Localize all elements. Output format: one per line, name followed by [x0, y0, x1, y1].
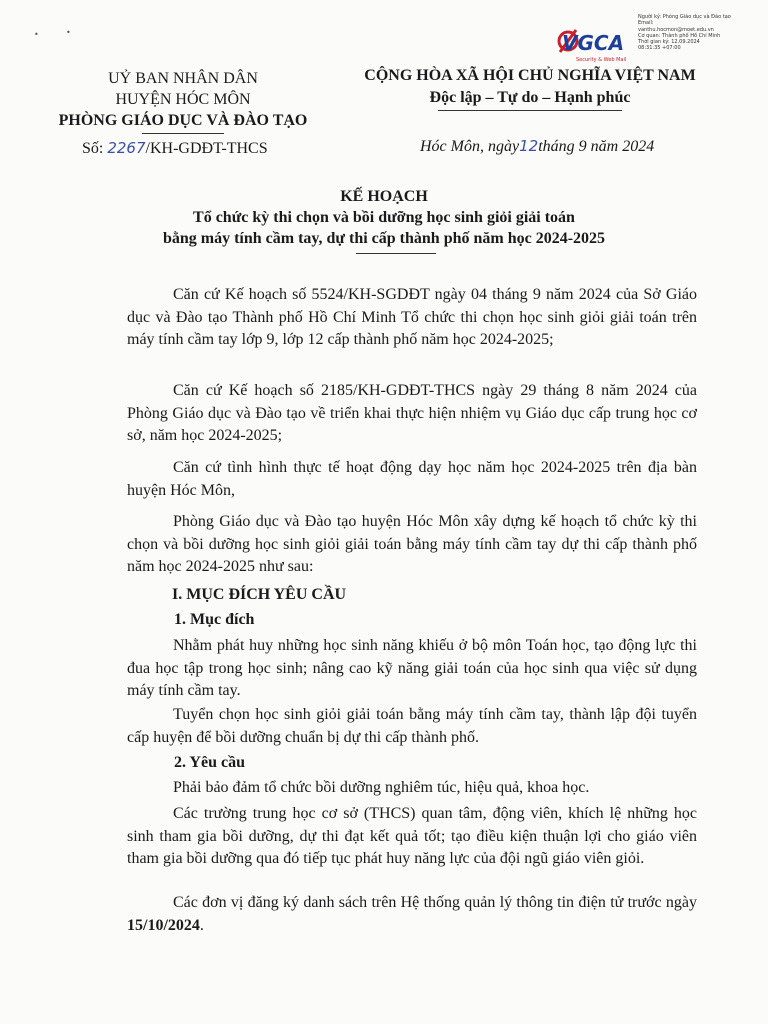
paragraph: Phòng Giáo dục và Đào tạo huyện Hóc Môn xây dựng kế hoạch tổ chức kỳ thi chọn và bồi dưỡng học sinh giỏi giải toán bằng máy tính cầm tay dự thi cấp thành phố năm học 2024-2025 như sau: — [127, 513, 697, 575]
logo-subtext: Security & Web Mail — [576, 57, 627, 63]
org-parent: UỶ BAN NHÂN DÂN — [108, 70, 258, 87]
org-district: HUYỆN HÓC MÔN — [115, 91, 251, 108]
signature-details — [638, 14, 754, 52]
paragraph-deadline — [127, 892, 697, 937]
national-motto: Độc lập – Tự do – Hạnh phúc — [429, 89, 631, 106]
digital-signature-stamp — [554, 14, 754, 64]
vgca-logo-icon — [554, 26, 638, 64]
deadline-end: . — [199, 916, 204, 934]
signature-line: Thời gian ký: 12.09.2024 — [638, 39, 700, 46]
doc-number-handwritten: 2267 — [107, 139, 146, 157]
place-date-suffix: tháng 9 năm 2024 — [538, 138, 655, 155]
paragraph: Các trường trung học cơ sở (THCS) quan tâm, động viên, khích lệ những học sinh tham gia bồi dưỡng, dự thi đạt kết quả tốt; tạo điều kiện thuận lợi cho giáo viên tham gia bồi dưỡng qua đó tiếp tục phát huy năng lực của đội ngũ giáo viên giỏi. — [127, 805, 697, 867]
signature-line: 08:31:35 +07:00 — [638, 45, 681, 52]
paragraph: Tuyển chọn học sinh giỏi giải toán bằng máy tính cầm tay, thành lập đội tuyển cấp huyện để bồi dưỡng chuẩn bị dự thi cấp thành phố. — [127, 706, 697, 746]
doc-number-prefix: Số: — [82, 140, 108, 157]
place-date — [420, 137, 654, 156]
document-type: KẾ HOẠCH — [340, 188, 428, 205]
signature-line: Người ký: Phòng Giáo dục và Đào tạo — [638, 14, 731, 20]
deadline-text: Các đơn vị đăng ký danh sách trên Hệ thống quản lý thông tin điện tử trước ngày — [173, 894, 697, 911]
paragraph: Nhằm phát huy những học sinh năng khiếu ở bộ môn Toán học, tạo động lực thi đua học tập trong học sinh; nâng cao kỹ năng giải toán của học sinh qua việc sử dụng máy tính cầm tay. — [127, 637, 697, 699]
deadline-date: 15/10/2024 — [127, 916, 200, 934]
paragraph: Căn cứ tình hình thực tế hoạt động dạy học năm học 2024-2025 trên địa bàn huyện Hóc Môn, — [127, 459, 697, 499]
paragraph: Căn cứ Kế hoạch số 5524/KH-SGDĐT ngày 04 tháng 9 năm 2024 của Sở Giáo dục và Đào tạo Thành phố Hồ Chí Minh Tổ chức thi chọn học sinh giỏi giải toán trên máy tính cầm tay lớp 9, lớp 12 cấp thành phố năm học 2024-2025; — [127, 286, 697, 348]
signature-line: Cơ quan: Thành phố Hồ Chí Minh — [638, 32, 721, 39]
org-underline — [142, 133, 224, 134]
paragraph: Phải bảo đảm tổ chức bồi dưỡng nghiêm túc, hiệu quả, khoa học. — [173, 779, 590, 796]
paragraph: Căn cứ Kế hoạch số 2185/KH-GDĐT-THCS ngày 29 tháng 8 năm 2024 của Phòng Giáo dục và Đào tạo về triển khai thực hiện nhiệm vụ Giáo dục cấp trung học cơ sở, năm học 2024-2025; — [127, 382, 697, 444]
national-title: CỘNG HÒA XÃ HỘI CHỦ NGHĨA VIỆT NAM — [364, 67, 696, 84]
subsection-heading: 1. Mục đích — [174, 611, 255, 628]
place-date-prefix: Hóc Môn, ngày — [420, 138, 520, 155]
document-number — [82, 139, 268, 158]
scan-mark: • — [34, 30, 39, 39]
document-title-line1: Tổ chức kỳ thi chọn và bồi dưỡng học sinh giỏi giải toán — [193, 209, 575, 226]
motto-underline — [438, 110, 622, 111]
scan-mark: • — [66, 28, 71, 37]
signature-line: vanthu.hocmon@moet.edu.vn — [638, 26, 714, 33]
doc-number-suffix: /KH-GDĐT-THCS — [145, 140, 268, 157]
day-handwritten: 12 — [519, 137, 539, 155]
org-name: PHÒNG GIÁO DỤC VÀ ĐÀO TẠO — [58, 112, 308, 129]
subsection-heading: 2. Yêu cầu — [174, 754, 245, 771]
logo-wordmark: VGCA — [562, 31, 625, 55]
title-underline — [356, 253, 436, 254]
document-title-line2: bằng máy tính cầm tay, dự thi cấp thành phố năm học 2024-2025 — [162, 230, 606, 247]
signature-line: Email: — [638, 20, 654, 27]
section-heading: I. MỤC ĐÍCH YÊU CẦU — [172, 586, 347, 603]
